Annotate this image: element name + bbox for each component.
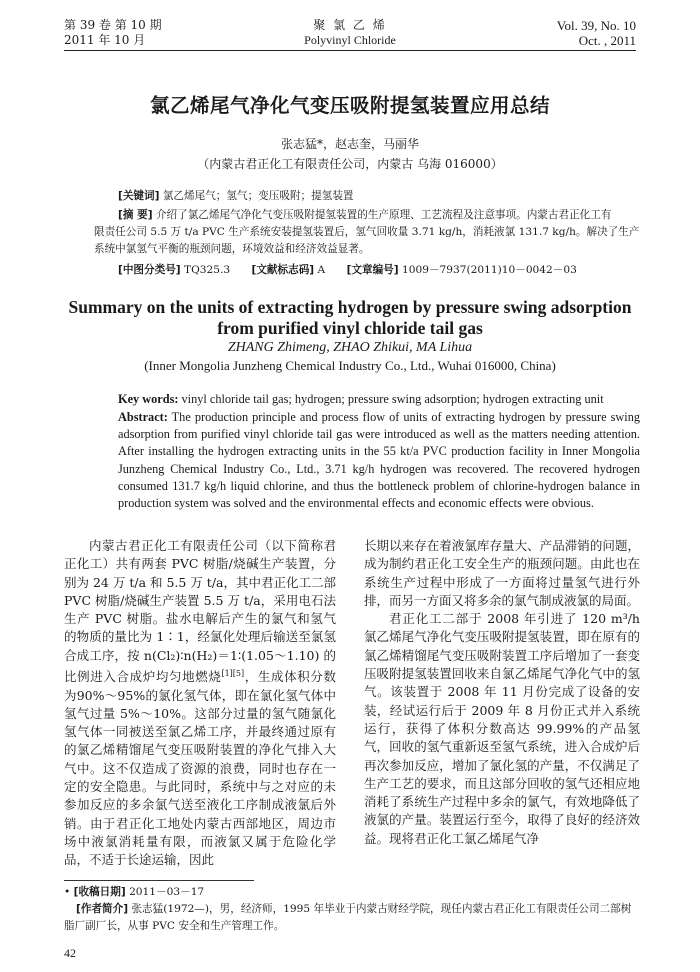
clc-value: TQ325.3	[184, 264, 231, 276]
abstract-en	[118, 409, 640, 512]
title-en-line1: Summary on the units of extracting hydrogen by pressure swing adsorption	[68, 297, 632, 317]
keywords-en-label: Key words:	[118, 392, 179, 406]
author-bio	[64, 901, 640, 935]
keywords-en-text: vinyl chloride tail gas; hydrogen; pressure swing adsorption; hydrogen extracting unit	[181, 392, 604, 406]
citation-ref: [1][5]	[221, 669, 245, 679]
body-left-p1: 内蒙古君正化工有限责任公司（以下简称君正化工）共有两套 PVC 树脂/烧碱生产装置，分别为 24 万 t/a 和 5.5 万 t/a，其中君正化工二部 PVC 树脂/烧碱生产装置 5.5 万 t/a，采用电石法生产 PVC 树脂。盐水电解后产生的氯气和氢气的物质的量比为 1∶1，经氯化处理后输送至氯氢合成工序，按 n(Cl₂)∶n(H₂)＝1∶(1.05～1.10) 的比例进入合成炉均匀地燃烧	[64, 538, 336, 685]
affiliation-en: (Inner Mongolia Junzheng Chemical Industry Co., Ltd., Wuhai 016000, China)	[144, 358, 556, 373]
header-rule	[64, 50, 636, 51]
keywords-cn-text: 氯乙烯尾气；氢气；变压吸附；提氢装置	[162, 190, 354, 202]
keywords-cn-label: [关键词]	[118, 190, 160, 202]
journal-date-en: Oct. , 2011	[578, 33, 636, 48]
journal-date: 2011 年 10 月	[64, 33, 146, 47]
author-bio-label: [作者简介]	[76, 903, 129, 915]
body-left-column	[64, 537, 336, 870]
journal-name-en: Polyvinyl Chloride	[304, 33, 396, 47]
author-bio-line1: 张志猛(1972—)，男，经济师，1995 年毕业于内蒙古财经学院，现任内蒙古君正化工有限责任公司二部树	[131, 903, 632, 915]
page-number: 42	[64, 946, 76, 960]
author-bio-line2: 脂厂副厂长，从事 PVC 安全和生产管理工作。	[64, 920, 285, 932]
journal-volume-en: Vol. 39, No. 10	[556, 18, 636, 33]
article-number-value: 1009－7937(2011)10－0042－03	[402, 264, 577, 276]
clc-label: [中图分类号]	[118, 264, 181, 276]
keywords-en	[118, 392, 640, 407]
doc-code-value: A	[317, 264, 326, 276]
abstract-cn-label: [摘 要]	[118, 209, 153, 221]
received-label: [收稿日期]	[73, 886, 126, 898]
abstract-cn-line2: 限责任公司 5.5 万 t/a PVC 生产系统安装提氢装置后，氢气回收量 3.71 kg/h，消耗液氯 131.7 kg/h。解决了生产	[94, 226, 640, 238]
article-number-label: [文章编号]	[346, 264, 399, 276]
journal-name-cn: 聚 氯 乙 烯	[313, 18, 387, 32]
abstract-cn-line3: 系统中氯氢气平衡的瓶颈问题，环境效益和经济效益显著。	[94, 243, 370, 255]
body-right-p1: 长期以来存在着液氯库存量大、产品滞销的问题，成为制约君正化工安全生产的瓶颈问题。由此也在系统生产过程中形成了一方面将过量氢气进行外排，而另一方面又将多余的氯气制成液氯的局面。	[364, 538, 640, 608]
title-en-line2: from purified vinyl chloride tail gas	[217, 318, 483, 338]
abstract-en-text: The production principle and process flow of units of extracting hydrogen by pressure swing adsorption from purified vinyl chloride tail gas were introduced as well as the matters needing attention. After installing the hydrogen extracting units in the 55 kt/a PVC production facility in Inner Mongolia Junzheng Chemical Industry Co., Ltd., 3.71 kg/h hydrogen was recovered. The recovered hydrogen consumed 131.7 kg/h liquid chlorine, and thus the bottleneck problem of chlorine-hydrogen balance in production system was solved and the environmental effects and economic effects were obvious.	[118, 410, 640, 511]
abstract-cn-line1: 介绍了氯乙烯尾气净化气变压吸附提氢装置的生产原理、工艺流程及注意事项。内蒙古君正化工有	[155, 209, 612, 221]
received-date: • [收稿日期] 2011－03－17	[64, 886, 205, 898]
classification-row	[118, 262, 640, 279]
authors-en: ZHANG Zhimeng, ZHAO Zhikui, MA Lihua	[227, 340, 473, 355]
abstract-en-label: Abstract:	[118, 410, 168, 424]
doc-code-label: [文献标志码]	[251, 264, 315, 276]
footnote-rule	[64, 880, 254, 881]
body-right-p2: 君正化工二部于 2008 年引进了 120 m³/h 氯乙烯尾气净化气变压吸附提氢装置，即在原有的氯乙烯精馏尾气变压吸附装置工序后增加了一套变压吸附提氢装置回收来自氯乙烯尾气净化气中的氢气。该装置于 2008 年 11 月份完成了设备的安装，经试运行后于 2009 年 8 月份正式并入系统运行，获得了体积分数高达 99.99%的产品氢气，回收的氢气重新返至氢气系统，进入合成炉后再次参加反应，增加了氯化氢的产量，不仅满足了生产工艺的要求，而且这部分回收的氢气还相应地消耗了系统生产过程中多余的氯气，有效地降低了液氯的产量。装置运行至今，取得了良好的经济效益。现将君正化工氯乙烯尾气净	[364, 611, 640, 846]
body-left-p1b: ，生成体积分数为90%～95%的氯化氢气体，即在氯化氢气体中氢气过量 5%～10%。这部分过量的氢气随氯化氢气体一同被送至氯乙烯工序，并最终通过原有的氯乙烯精馏尾气变压吸附装置的净化气排入大气中。这不仅造成了资源的浪费，同时也存在一定的安全隐患。与此同时，系统中与之对应的未参加反应的多余氯气送至液化工序制成液氯后外销。由于君正化工地处内蒙古西部地区，周边市场中液氯消耗量有限，而液氯又属于危险化学品，不适于长途运输，因此	[64, 669, 336, 868]
affiliation-cn: （内蒙古君正化工有限责任公司，内蒙古 乌海 016000）	[197, 157, 503, 171]
journal-volume-issue: 第 39 卷 第 10 期	[64, 18, 162, 32]
authors-cn: 张志猛*，赵志奎，马丽华	[280, 137, 419, 151]
page-title: 氯乙烯尾气净化气变压吸附提氢装置应用总结	[149, 94, 550, 117]
body-right-column	[364, 537, 640, 848]
received-value: 2011－03－17	[129, 886, 205, 898]
abstract-cn	[94, 207, 640, 258]
keywords-cn	[118, 188, 640, 205]
